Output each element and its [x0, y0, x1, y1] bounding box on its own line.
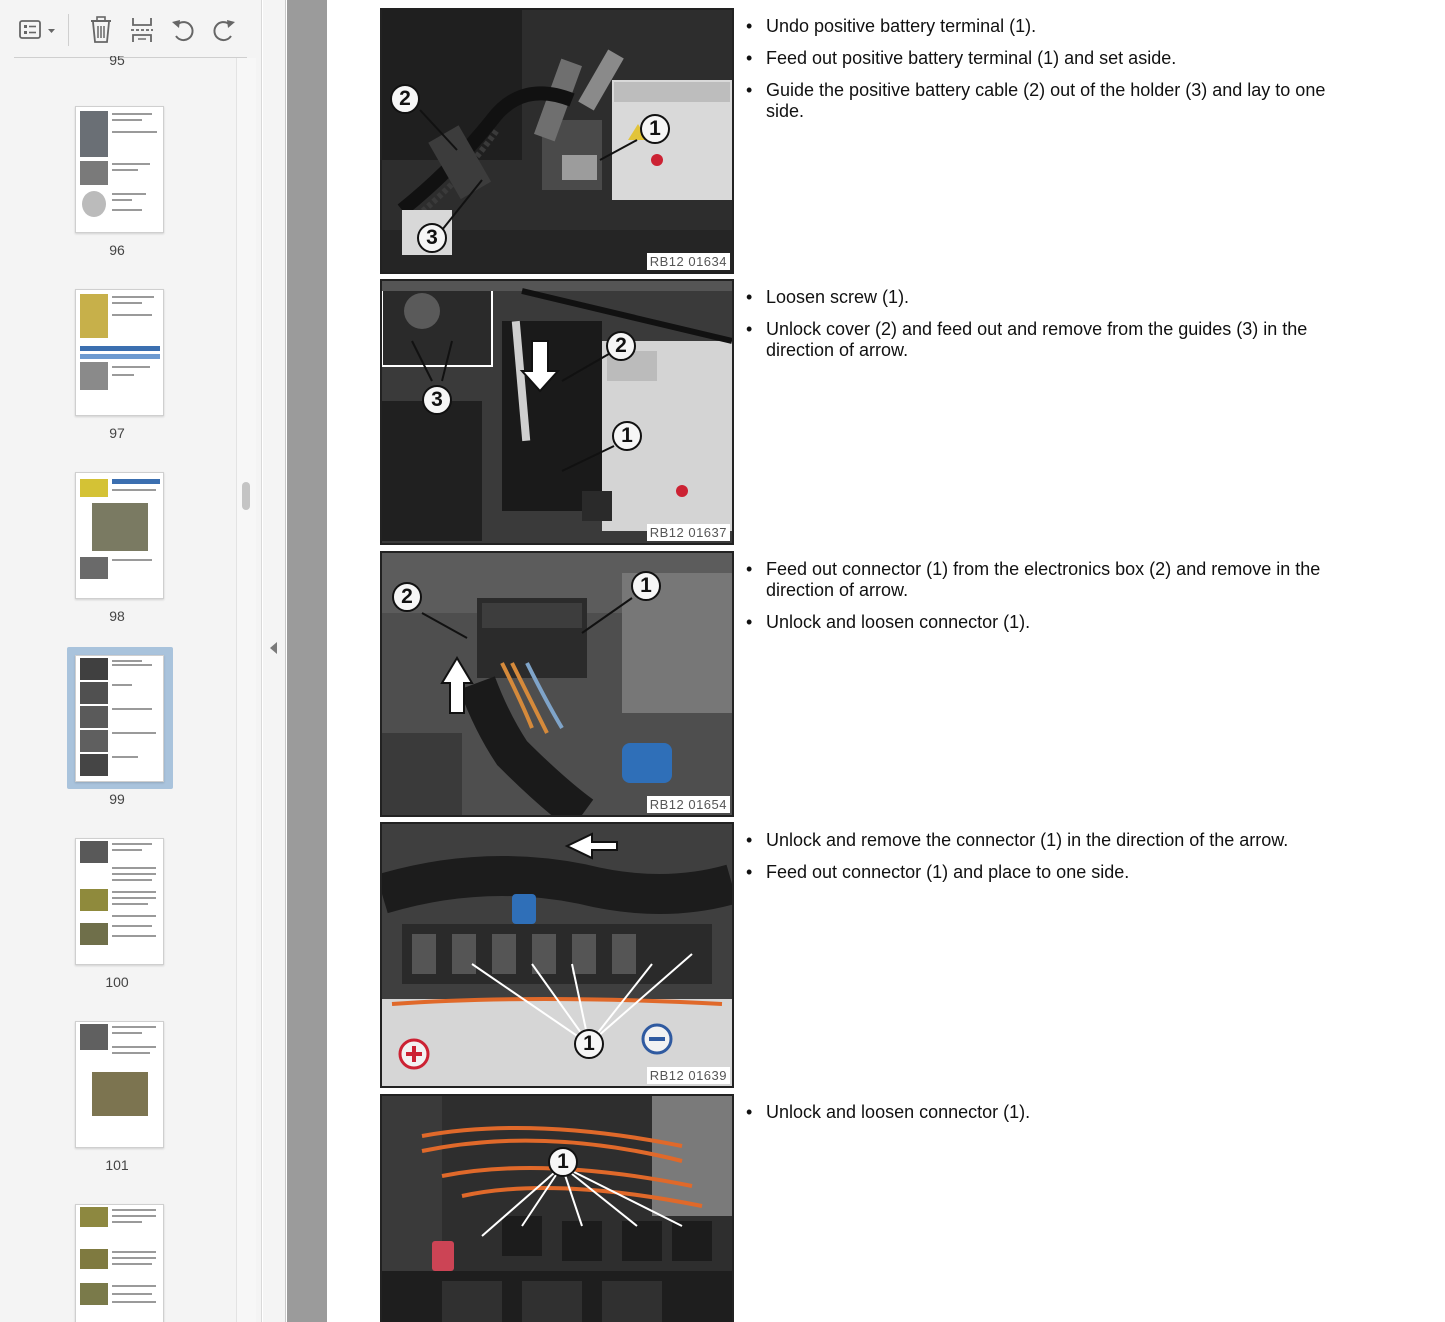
sidebar-splitter[interactable]	[263, 0, 286, 1322]
thumbnail-page-number: 98	[109, 608, 125, 624]
page-thumbnail-selected[interactable]	[75, 655, 164, 782]
collapse-sidebar-icon[interactable]	[270, 642, 277, 654]
step-photo	[380, 8, 734, 274]
callout-2: 2	[606, 331, 636, 361]
instruction: • Unlock and loosen connector (1).	[746, 1102, 1346, 1123]
callout-3: 3	[417, 223, 447, 253]
connector-block-photo	[382, 1096, 732, 1322]
thumbnail-page-number: 99	[109, 791, 125, 807]
thumbnail-scrollbar-track[interactable]	[236, 58, 256, 1322]
callout-1: 1	[548, 1147, 578, 1177]
page-thumbnail[interactable]	[75, 838, 164, 965]
delete-page-button[interactable]	[86, 14, 116, 46]
page-number-label: 95	[109, 56, 125, 68]
procedure-step	[380, 822, 1440, 1090]
page-thumbnail[interactable]	[75, 106, 164, 233]
instruction: • Unlock and remove the connector (1) in the direction of the arrow.	[746, 830, 1346, 851]
page-thumbnail[interactable]	[75, 1204, 164, 1322]
instruction: • Feed out positive battery terminal (1) and set aside.	[746, 48, 1346, 69]
rotate-right-icon	[210, 16, 238, 44]
image-reference: RB12 01637	[647, 524, 730, 541]
insert-page-icon	[129, 16, 155, 44]
image-reference: RB12 01654	[647, 796, 730, 813]
document-gutter	[287, 0, 327, 1322]
step-instructions	[746, 559, 1346, 644]
step-instructions	[746, 16, 1346, 133]
step-instructions	[746, 830, 1346, 894]
procedure-step	[380, 8, 1440, 276]
insert-page-button[interactable]	[127, 14, 157, 46]
wiring-harness-photo	[382, 824, 732, 1086]
instruction: • Feed out connector (1) and place to one side.	[746, 862, 1346, 883]
image-reference: RB12 01639	[647, 1067, 730, 1084]
instruction: • Feed out connector (1) from the electronics box (2) and remove in the direction of arrow.	[746, 559, 1346, 601]
instruction: • Undo positive battery terminal (1).	[746, 16, 1346, 37]
electronics-box-connector-photo	[382, 553, 732, 815]
callout-1: 1	[574, 1029, 604, 1059]
rotate-right-button[interactable]	[209, 14, 239, 46]
instruction: • Guide the positive battery cable (2) out of the holder (3) and lay to one side.	[746, 80, 1346, 122]
instruction: • Unlock cover (2) and feed out and remove from the guides (3) in the direction of arrow.	[746, 319, 1346, 361]
instruction: • Unlock and loosen connector (1).	[746, 612, 1346, 633]
callout-2: 2	[392, 582, 422, 612]
sidebar-toolbar	[0, 0, 262, 58]
callout-1: 1	[612, 421, 642, 451]
toolbar-separator	[68, 14, 69, 46]
procedure-step	[380, 279, 1440, 547]
procedure-step	[380, 551, 1440, 819]
rotate-left-icon	[169, 16, 197, 44]
callout-3: 3	[422, 385, 452, 415]
step-photo	[380, 822, 734, 1088]
callout-1: 1	[640, 114, 670, 144]
callout-2: 2	[390, 84, 420, 114]
thumbnail-page-number: 97	[109, 425, 125, 441]
page-thumbnail[interactable]	[75, 289, 164, 416]
step-photo	[380, 551, 734, 817]
view-menu-icon	[17, 18, 57, 42]
view-menu-button[interactable]	[14, 14, 60, 46]
rotate-left-button[interactable]	[168, 14, 198, 46]
thumbnail-page-number: 100	[105, 974, 129, 990]
thumbnail-sidebar	[0, 0, 262, 1322]
trash-icon	[88, 16, 114, 44]
step-instructions	[746, 1102, 1346, 1134]
step-instructions	[746, 287, 1346, 372]
procedure-step	[380, 1094, 1440, 1322]
step-photo	[380, 1094, 734, 1322]
image-reference: RB12 01634	[647, 253, 730, 270]
thumbnail-page-number: 101	[105, 1157, 129, 1173]
document-page	[327, 0, 1445, 1322]
page-thumbnail[interactable]	[75, 472, 164, 599]
instruction: • Loosen screw (1).	[746, 287, 1346, 308]
thumbnail-scrollbar-thumb[interactable]	[242, 482, 250, 510]
thumbnail-page-number: 96	[109, 242, 125, 258]
page-thumbnail[interactable]	[75, 1021, 164, 1148]
callout-1: 1	[631, 571, 661, 601]
step-photo	[380, 279, 734, 545]
